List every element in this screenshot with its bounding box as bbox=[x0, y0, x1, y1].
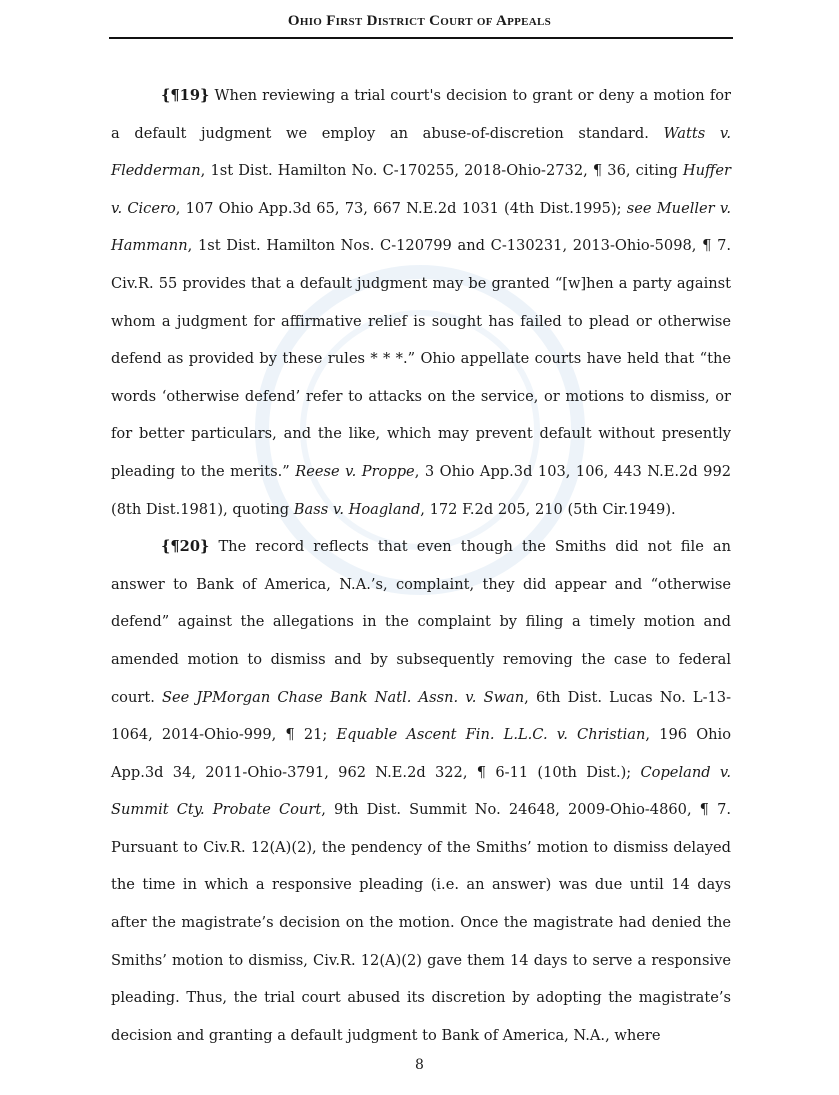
text-run: The record reflects that even though the Smiths did not file an answer to Bank of America, N.A.’s, complaint, they did appear and “otherwise defend” against the allegations in the complaint by filing a timely motion and amended motion to dismiss and by subsequently removing the case to federal court. bbox=[111, 538, 731, 706]
case-citation: Huffer v. Cicero bbox=[111, 162, 731, 217]
paragraph-text bbox=[111, 87, 731, 518]
case-citation: Watts v. Fledderman bbox=[111, 124, 731, 180]
text-run: When reviewing a trial court's decision to grant or deny a motion for a default judgment we employ an abuse-of-discretion standard. bbox=[111, 87, 731, 142]
opinion-body bbox=[111, 77, 731, 1054]
case-citation: Copeland v. Summit Cty. Probate Court bbox=[111, 763, 731, 819]
text-run: , 196 Ohio App.3d 34, 2011-Ohio-3791, 962 N.E.2d 322, ¶ 6-11 (10th Dist.); bbox=[111, 726, 732, 781]
court-header-title: Ohio First District Court of Appeals bbox=[287, 13, 552, 29]
paragraph-19 bbox=[111, 77, 731, 528]
paragraph-number: {¶20} bbox=[161, 538, 210, 556]
paragraph-number: {¶19} bbox=[161, 87, 210, 104]
text-run: , 172 F.2d 205, 210 (5th Cir.1949). bbox=[420, 500, 676, 518]
text-run: , 3 Ohio App.3d 103, 106, 443 N.E.2d 992 (8th Dist.1981), quoting bbox=[111, 462, 732, 518]
paragraph-20 bbox=[111, 528, 731, 1054]
case-citation: see Mueller v. Hammann bbox=[111, 199, 731, 255]
case-citation: See JPMorgan Chase Bank Natl. Assn. v. Swan bbox=[162, 688, 525, 706]
case-citation: Reese v. Proppe bbox=[295, 462, 415, 480]
case-citation: Bass v. Hoagland bbox=[293, 500, 421, 518]
text-run: , 6th Dist. Lucas No. L-13-1064, 2014-Ohio-999, ¶ 21; bbox=[111, 688, 732, 744]
text-run: , 9th Dist. Summit No. 24648, 2009-Ohio-4860, ¶ 7. Pursuant to Civ.R. 12(A)(2), the pendency of the Smiths’ motion to dismiss delayed the time in which a responsive pleading (i.e. an answer) was due until 14 days after the magistrate’s decision on the motion. Once the magistrate had denied the Smiths’ motion to dismiss, Civ.R. 12(A)(2) gave them 14 days to serve a responsive pleading. Thus, the trial court abused its discretion by adopting the magistrate’s decision and granting a default judgment to Bank of America, N.A., where bbox=[111, 801, 731, 1044]
text-run: , 1st Dist. Hamilton No. C-170255, 2018-Ohio-2732, ¶ 36, citing bbox=[200, 162, 683, 180]
text-run: , 107 Ohio App.3d 65, 73, 667 N.E.2d 1031 (4th Dist.1995); bbox=[175, 199, 627, 217]
paragraph-text bbox=[111, 538, 731, 1044]
case-citation: Equable Ascent Fin. L.L.C. v. Christian bbox=[336, 726, 646, 744]
page-number: 8 bbox=[415, 1057, 424, 1073]
header-rule bbox=[109, 37, 733, 39]
text-run: , 1st Dist. Hamilton Nos. C-120799 and C-130231, 2013-Ohio-5098, ¶ 7. Civ.R. 55 provides that a default judgment may be granted “[w]hen a party against whom a judgment for affirmative relief is sought has failed to plead or otherwise defend as provided by these rules * * *.” Ohio appellate courts have held that “the words ‘otherwise defend’ refer to attacks on the service, or motions to dismiss, or for better particulars, and the like, which may prevent default without presently pleading to the merits.” bbox=[111, 237, 731, 480]
